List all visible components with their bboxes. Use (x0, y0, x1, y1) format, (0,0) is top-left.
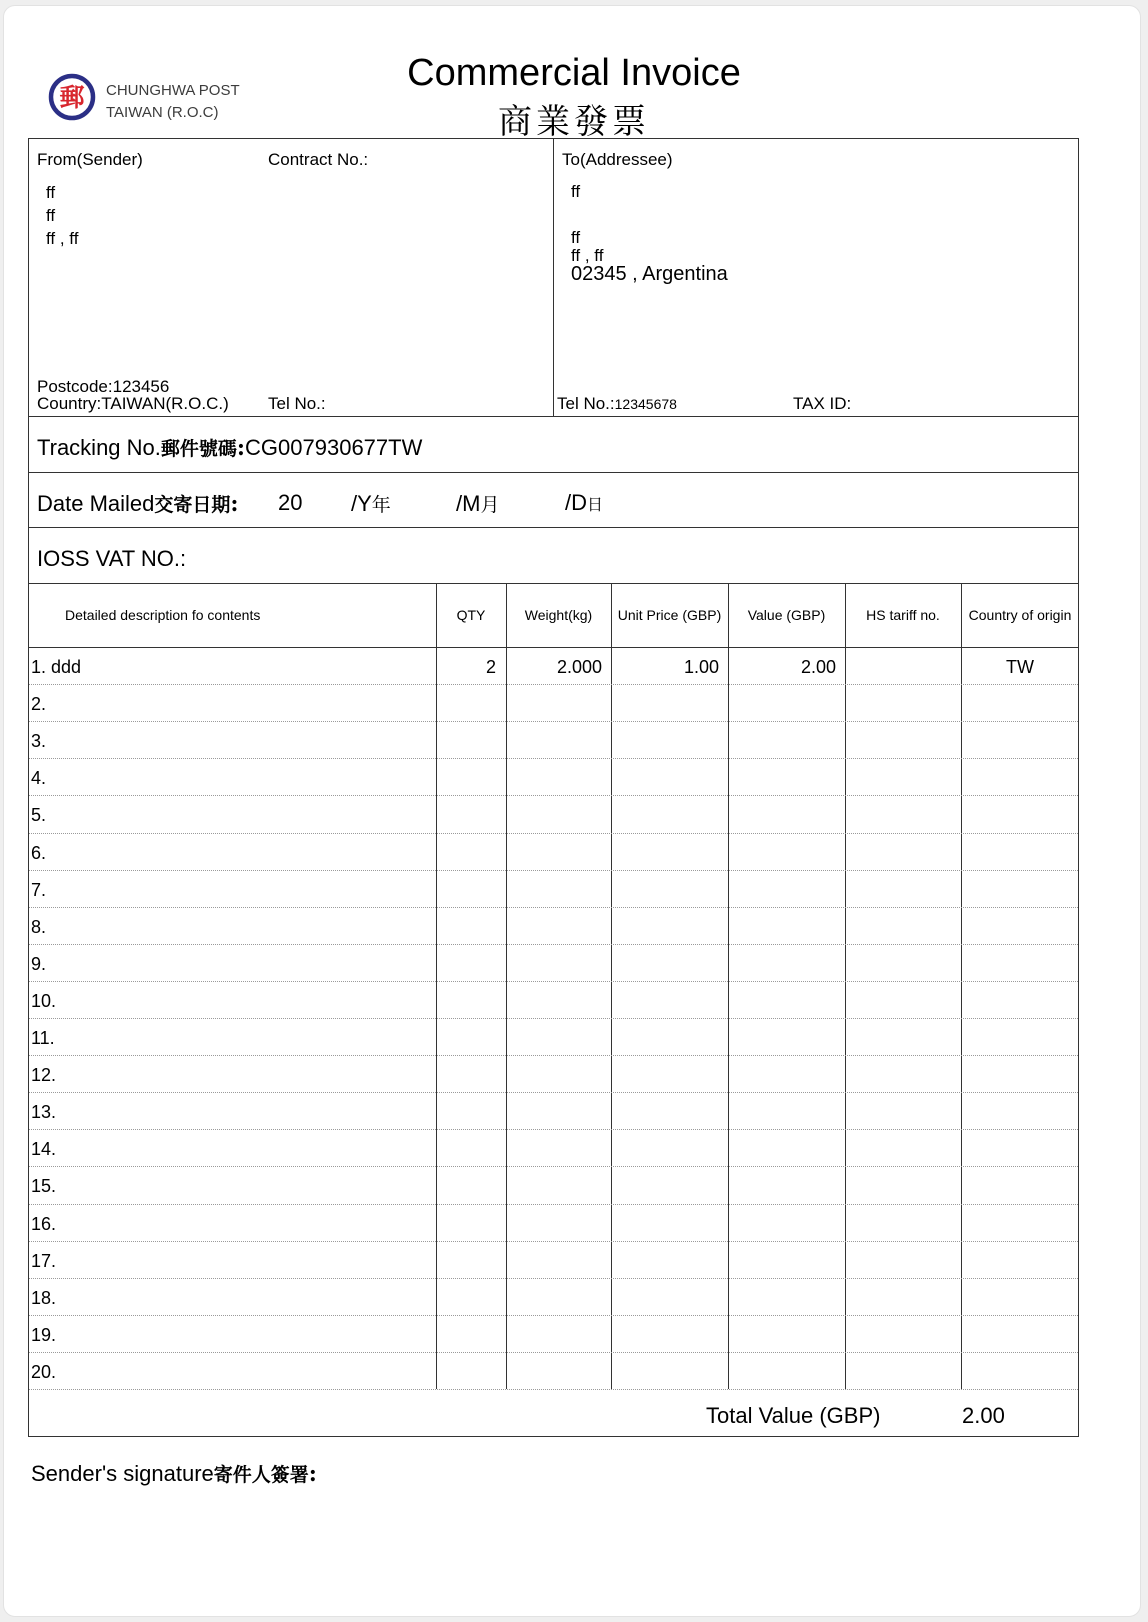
row-separator (29, 1166, 1078, 1167)
divider (28, 527, 1079, 528)
column-divider (845, 583, 846, 1389)
row-number: 15. (31, 1176, 57, 1197)
colon: : (308, 1461, 317, 1487)
item-description (31, 944, 46, 981)
month-label-zh: 月 (480, 494, 500, 516)
item-description (31, 870, 46, 907)
row-separator (29, 758, 1078, 759)
logo-line1: CHUNGHWA POST (106, 82, 240, 99)
cell-origin: TW (1006, 657, 1034, 677)
row-separator (29, 981, 1078, 982)
tracking-label-zh: 郵件號碼 (160, 438, 237, 460)
row-number: 9. (31, 953, 47, 974)
cell-qty: 2 (485, 657, 496, 677)
column-divider (436, 583, 437, 1389)
country-label: Country: (37, 394, 102, 413)
item-description (31, 758, 46, 795)
addressee-line: ff , ff (571, 246, 604, 265)
item-description (31, 721, 46, 758)
row-number: 3. (31, 731, 47, 752)
divider (28, 472, 1079, 473)
sender-tel-label: Tel No.: (268, 394, 326, 413)
row-number: 20. (31, 1361, 57, 1382)
col-header-qty: QTY (456, 607, 486, 623)
item-description (31, 907, 46, 944)
item-description (31, 1352, 56, 1389)
row-number: 19. (31, 1324, 57, 1345)
cell-weight: 2.000 (556, 657, 602, 677)
item-description (31, 1278, 56, 1315)
row-number: 17. (31, 1250, 57, 1271)
logo-line2: TAIWAN (R.O.C) (106, 104, 219, 121)
cell-value: 2.00 (800, 657, 836, 677)
col-header-description: Detailed description fo contents (65, 607, 261, 623)
item-description (31, 1129, 56, 1166)
cell-unit-price: 1.00 (683, 657, 719, 677)
page-title: Commercial Invoice (407, 52, 741, 94)
date-mailed-label (37, 490, 239, 517)
year-label-zh: 年 (371, 494, 391, 516)
column-divider (728, 583, 729, 1389)
addressee-line: ff (571, 182, 581, 201)
tracking-number: CG007930677TW (245, 435, 423, 460)
sender-line: ff , ff (46, 229, 79, 248)
ioss-vat-label: IOSS VAT NO.: (37, 546, 187, 571)
col-header-unit-price: Unit Price (GBP) (617, 607, 722, 623)
item-description (31, 1018, 55, 1055)
sender-country (37, 395, 229, 412)
postcode-label: Postcode: (37, 377, 113, 396)
date-year-label (351, 490, 391, 517)
date-mailed-label-en: Date Mailed (37, 491, 155, 516)
row-separator (29, 1278, 1078, 1279)
addressee-line: ff (571, 228, 581, 247)
row-separator (29, 1018, 1078, 1019)
item-description (31, 795, 46, 832)
addressee-tel (557, 395, 677, 413)
col-header-hs-tariff: HS tariff no. (866, 607, 940, 623)
row-separator (29, 1315, 1078, 1316)
row-number: 14. (31, 1139, 57, 1160)
addressee-line: 02345 , Argentina (571, 263, 728, 285)
sender-line: ff (46, 183, 56, 202)
divider (28, 416, 1079, 417)
item-description (31, 1204, 56, 1241)
sender-signature-label (31, 1460, 317, 1487)
row-separator (29, 1389, 1078, 1390)
page-title-zh: 商業發票 (498, 102, 650, 142)
tracking-label: Tracking No. (37, 435, 161, 460)
day-label: /D (565, 490, 587, 515)
row-number: 8. (31, 916, 47, 937)
column-divider (506, 583, 507, 1389)
row-number: 6. (31, 842, 47, 863)
tel-value: 12345678 (614, 396, 677, 412)
row-number: 7. (31, 879, 47, 900)
sender-postcode (37, 378, 169, 395)
row-separator (29, 1241, 1078, 1242)
description-text: ddd (51, 657, 82, 677)
row-separator (29, 944, 1078, 945)
item-description (31, 833, 46, 870)
row-number: 16. (31, 1213, 57, 1234)
item-description (31, 1092, 56, 1129)
tax-id-label: TAX ID: (793, 394, 852, 413)
col-header-weight: Weight(kg) (524, 607, 593, 623)
country-value: TAIWAN(R.O.C.) (101, 394, 229, 413)
row-separator (29, 721, 1078, 722)
item-description (31, 981, 56, 1018)
item-description (31, 1055, 56, 1092)
item-description (31, 1241, 56, 1278)
day-label-zh: 日 (587, 495, 604, 514)
sender-line: ff (46, 206, 56, 225)
row-separator (29, 907, 1078, 908)
row-separator (29, 1129, 1078, 1130)
row-separator (29, 684, 1078, 685)
year-label: /Y (351, 491, 372, 516)
row-separator (29, 1055, 1078, 1056)
row-number: 10. (31, 990, 57, 1011)
row-separator (29, 1352, 1078, 1353)
item-description (31, 1315, 56, 1352)
item-description (31, 1166, 56, 1203)
item-description (31, 684, 46, 721)
date-month-label (456, 490, 499, 517)
row-number: 13. (31, 1102, 57, 1123)
row-number: 11. (31, 1028, 55, 1048)
row-separator (29, 1092, 1078, 1093)
postcode-value: 123456 (112, 377, 170, 396)
column-divider (611, 583, 612, 1389)
total-value: 2.00 (962, 1403, 1005, 1428)
row-number: 18. (31, 1287, 57, 1308)
row-number: 2. (31, 694, 47, 715)
date-mailed-label-zh: 交寄日期 (154, 494, 231, 516)
col-header-value: Value (GBP) (747, 607, 826, 623)
row-separator (29, 870, 1078, 871)
address-divider (553, 138, 554, 416)
sender-label: From(Sender) (37, 150, 143, 169)
date-year-prefix: 20 (278, 490, 303, 515)
signature-label-en: Sender's signature (31, 1461, 214, 1486)
cell-hs (845, 647, 961, 684)
row-number: 1. (31, 657, 47, 677)
total-value-label: Total Value (GBP) (706, 1403, 881, 1428)
signature-label-zh: 寄件人簽署 (213, 1464, 309, 1486)
logo-glyph: 郵 (59, 83, 85, 112)
row-separator (29, 795, 1078, 796)
col-header-country-origin: Country of origin (968, 607, 1072, 623)
row-separator (29, 833, 1078, 834)
tracking-row (37, 434, 422, 461)
colon: : (230, 491, 239, 517)
tel-label: Tel No.: (557, 394, 615, 413)
addressee-label: To(Addressee) (562, 150, 673, 169)
row-separator (29, 1204, 1078, 1205)
contract-label: Contract No.: (268, 150, 369, 169)
date-day-label (565, 490, 603, 516)
row-number: 5. (31, 805, 47, 826)
month-label: /M (456, 491, 481, 516)
row-number: 12. (31, 1065, 57, 1086)
row-number: 4. (31, 768, 47, 789)
column-divider (961, 583, 962, 1389)
colon: : (236, 435, 246, 461)
item-description (31, 647, 81, 684)
